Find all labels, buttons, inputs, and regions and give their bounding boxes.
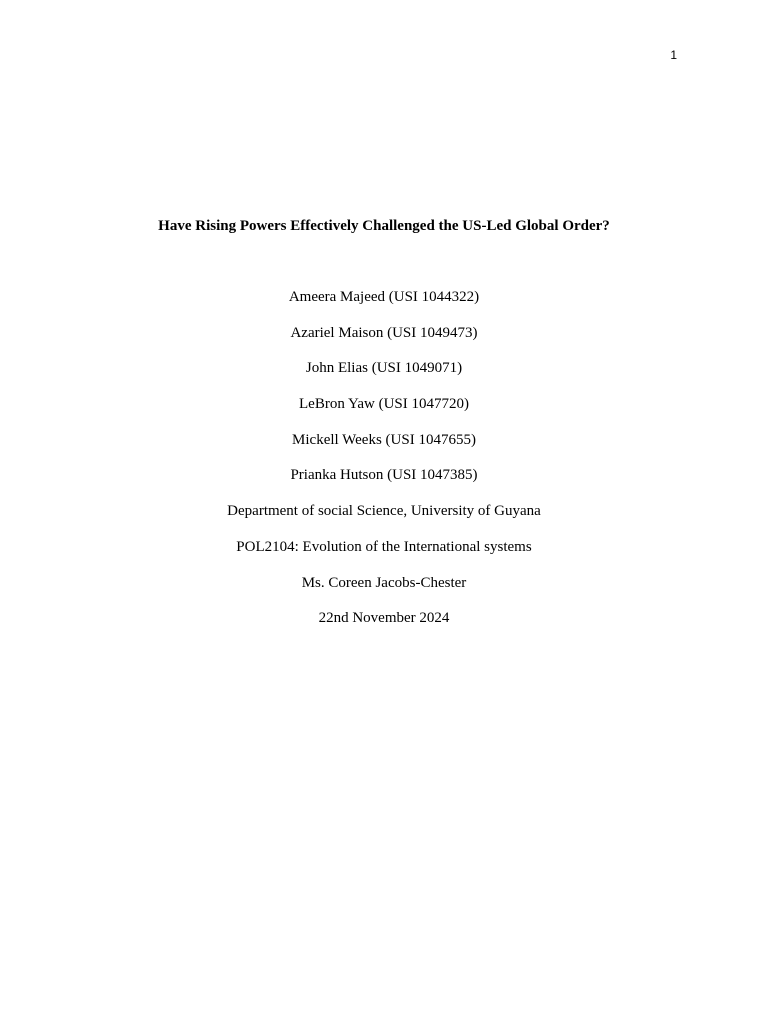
date-line: 22nd November 2024 (318, 610, 450, 627)
author-line: Mickell Weeks (USI 1047655) (292, 431, 476, 448)
author-line: John Elias (USI 1049071) (305, 360, 463, 377)
instructor-line: Ms. Coreen Jacobs-Chester (301, 574, 467, 591)
page-number: 1 (670, 48, 677, 62)
author-line: Prianka Hutson (USI 1047385) (290, 467, 478, 484)
department-line: Department of social Science, University of Guyana (227, 503, 541, 520)
course-line: POL2104: Evolution of the International systems (236, 538, 532, 555)
author-line: Ameera Majeed (USI 1044322) (288, 289, 480, 305)
paper-title: Have Rising Powers Effectively Challenged the US-Led Global Order? (158, 218, 610, 234)
author-line: LeBron Yaw (USI 1047720) (299, 396, 469, 413)
author-line: Azariel Maison (USI 1049473) (290, 324, 478, 341)
title-page-details (0, 287, 768, 644)
